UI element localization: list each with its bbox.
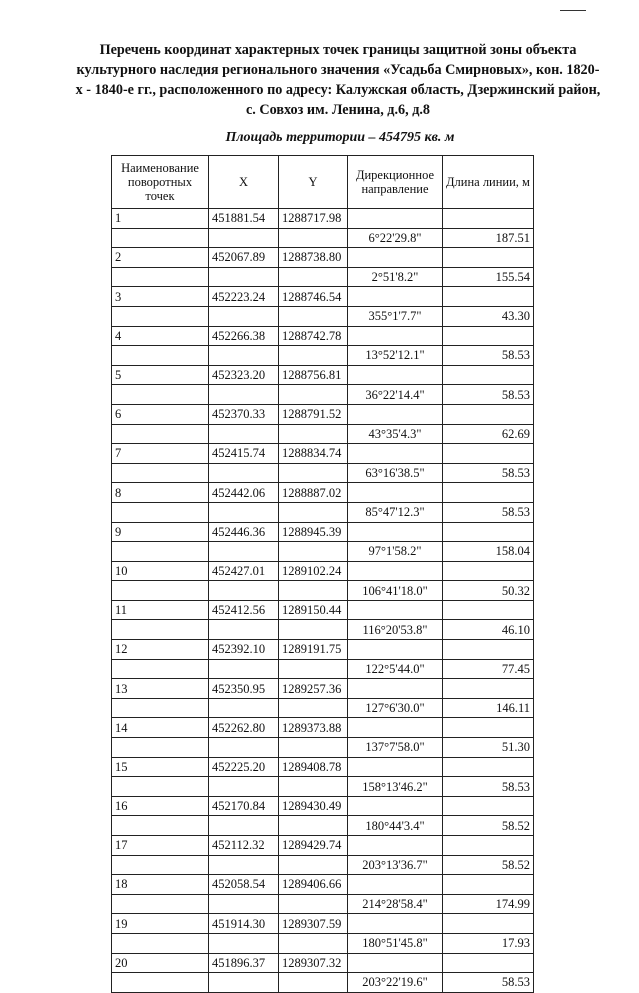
- segment-length: 43.30: [443, 306, 534, 326]
- empty-cell: [348, 444, 443, 464]
- segment-direction: 43°35'4.3": [348, 424, 443, 444]
- table-row: [112, 209, 534, 229]
- empty-cell: [443, 287, 534, 307]
- empty-cell: [443, 757, 534, 777]
- point-y: 1288756.81: [279, 365, 348, 385]
- empty-cell: [112, 855, 209, 875]
- empty-cell: [348, 640, 443, 660]
- table-row: [112, 953, 534, 973]
- table-row: [112, 444, 534, 464]
- point-x: 452323.20: [209, 365, 279, 385]
- table-row: [112, 287, 534, 307]
- empty-cell: [348, 522, 443, 542]
- segment-direction: 355°1'7.7": [348, 306, 443, 326]
- point-number: 12: [112, 640, 209, 660]
- point-x: 452225.20: [209, 757, 279, 777]
- point-number: 8: [112, 483, 209, 503]
- empty-cell: [112, 346, 209, 366]
- segment-direction: 214°28'58.4": [348, 894, 443, 914]
- table-row: [112, 326, 534, 346]
- header-direction: Дирекционное направление: [348, 156, 443, 209]
- empty-cell: [348, 287, 443, 307]
- empty-cell: [279, 855, 348, 875]
- point-number: 6: [112, 404, 209, 424]
- empty-cell: [112, 228, 209, 248]
- title-line: х - 1840-е гг., расположенного по адресу: Калужская область, Дзержинский район,: [75, 82, 601, 98]
- table-row: [112, 502, 534, 522]
- empty-cell: [209, 346, 279, 366]
- point-y: 1289257.36: [279, 679, 348, 699]
- empty-cell: [209, 816, 279, 836]
- point-y: 1288742.78: [279, 326, 348, 346]
- point-y: 1288945.39: [279, 522, 348, 542]
- empty-cell: [279, 894, 348, 914]
- empty-cell: [348, 248, 443, 268]
- empty-cell: [443, 326, 534, 346]
- segment-length: 58.53: [443, 463, 534, 483]
- empty-cell: [209, 463, 279, 483]
- segment-direction: 158°13'46.2": [348, 777, 443, 797]
- point-y: 1289430.49: [279, 796, 348, 816]
- empty-cell: [348, 561, 443, 581]
- empty-cell: [443, 209, 534, 229]
- empty-cell: [348, 914, 443, 934]
- empty-cell: [348, 209, 443, 229]
- empty-cell: [443, 718, 534, 738]
- table-row: [112, 816, 534, 836]
- empty-cell: [209, 855, 279, 875]
- point-y: 1288834.74: [279, 444, 348, 464]
- header-point-name: Наименование поворотных точек: [112, 156, 209, 209]
- empty-cell: [348, 718, 443, 738]
- empty-cell: [112, 973, 209, 993]
- empty-cell: [279, 346, 348, 366]
- empty-cell: [443, 561, 534, 581]
- header-length: Длина линии, м: [443, 156, 534, 209]
- empty-cell: [112, 659, 209, 679]
- empty-cell: [279, 933, 348, 953]
- empty-cell: [443, 679, 534, 699]
- table-row: [112, 228, 534, 248]
- point-number: 4: [112, 326, 209, 346]
- table-row: [112, 385, 534, 405]
- empty-cell: [348, 326, 443, 346]
- title-line: с. Совхоз им. Ленина, д.6, д.8: [245, 102, 431, 118]
- segment-direction: 106°41'18.0": [348, 581, 443, 601]
- segment-length: 58.53: [443, 385, 534, 405]
- table-row: [112, 620, 534, 640]
- empty-cell: [279, 542, 348, 562]
- point-number: 13: [112, 679, 209, 699]
- point-number: 11: [112, 600, 209, 620]
- point-x: 452392.10: [209, 640, 279, 660]
- point-x: 452223.24: [209, 287, 279, 307]
- table-row: [112, 836, 534, 856]
- table-row: [112, 561, 534, 581]
- point-x: 452350.95: [209, 679, 279, 699]
- empty-cell: [209, 306, 279, 326]
- segment-length: 50.32: [443, 581, 534, 601]
- point-number: 15: [112, 757, 209, 777]
- empty-cell: [443, 404, 534, 424]
- empty-cell: [209, 973, 279, 993]
- table-row: [112, 875, 534, 895]
- empty-cell: [209, 267, 279, 287]
- segment-direction: 116°20'53.8": [348, 620, 443, 640]
- table-row: [112, 542, 534, 562]
- segment-length: 58.53: [443, 973, 534, 993]
- point-number: 3: [112, 287, 209, 307]
- point-y: 1289406.66: [279, 875, 348, 895]
- title-line: Перечень координат характерных точек границы защитной зоны объекта: [99, 42, 577, 58]
- point-y: 1289307.59: [279, 914, 348, 934]
- empty-cell: [279, 973, 348, 993]
- table-row: [112, 894, 534, 914]
- point-y: 1288738.80: [279, 248, 348, 268]
- empty-cell: [209, 424, 279, 444]
- empty-cell: [112, 424, 209, 444]
- empty-cell: [348, 875, 443, 895]
- empty-cell: [112, 463, 209, 483]
- table-row: [112, 581, 534, 601]
- point-number: 14: [112, 718, 209, 738]
- segment-length: 146.11: [443, 698, 534, 718]
- segment-length: 46.10: [443, 620, 534, 640]
- point-y: 1289150.44: [279, 600, 348, 620]
- empty-cell: [443, 248, 534, 268]
- point-number: 10: [112, 561, 209, 581]
- empty-cell: [348, 483, 443, 503]
- empty-cell: [443, 365, 534, 385]
- empty-cell: [112, 698, 209, 718]
- segment-length: 62.69: [443, 424, 534, 444]
- segment-direction: 97°1'58.2": [348, 542, 443, 562]
- point-x: 452412.56: [209, 600, 279, 620]
- table-row: [112, 679, 534, 699]
- table-header-row: [112, 156, 534, 209]
- table-row: [112, 267, 534, 287]
- empty-cell: [279, 620, 348, 640]
- point-number: 2: [112, 248, 209, 268]
- empty-cell: [443, 953, 534, 973]
- table-row: [112, 777, 534, 797]
- segment-direction: 6°22'29.8": [348, 228, 443, 248]
- table-row: [112, 718, 534, 738]
- empty-cell: [279, 385, 348, 405]
- point-number: 18: [112, 875, 209, 895]
- empty-cell: [209, 933, 279, 953]
- empty-cell: [279, 581, 348, 601]
- segment-direction: 180°44'3.4": [348, 816, 443, 836]
- empty-cell: [443, 836, 534, 856]
- point-y: 1288746.54: [279, 287, 348, 307]
- point-x: 451914.30: [209, 914, 279, 934]
- empty-cell: [112, 267, 209, 287]
- empty-cell: [112, 933, 209, 953]
- empty-cell: [112, 738, 209, 758]
- table-row: [112, 600, 534, 620]
- empty-cell: [112, 542, 209, 562]
- segment-length: 187.51: [443, 228, 534, 248]
- empty-cell: [443, 522, 534, 542]
- document-title: [58, 40, 618, 120]
- point-y: 1289408.78: [279, 757, 348, 777]
- empty-cell: [209, 581, 279, 601]
- point-number: 1: [112, 209, 209, 229]
- table-body: [112, 209, 534, 993]
- segment-direction: 63°16'38.5": [348, 463, 443, 483]
- point-number: 17: [112, 836, 209, 856]
- empty-cell: [348, 365, 443, 385]
- table-row: [112, 659, 534, 679]
- empty-cell: [209, 502, 279, 522]
- point-x: 452442.06: [209, 483, 279, 503]
- table-row: [112, 855, 534, 875]
- segment-direction: 13°52'12.1": [348, 346, 443, 366]
- point-x: 452446.36: [209, 522, 279, 542]
- point-x: 452427.01: [209, 561, 279, 581]
- empty-cell: [443, 444, 534, 464]
- point-x: 452370.33: [209, 404, 279, 424]
- empty-cell: [209, 659, 279, 679]
- table-row: [112, 914, 534, 934]
- segment-direction: 127°6'30.0": [348, 698, 443, 718]
- empty-cell: [348, 796, 443, 816]
- table-row: [112, 483, 534, 503]
- empty-cell: [112, 777, 209, 797]
- point-x: 452262.80: [209, 718, 279, 738]
- table-row: [112, 346, 534, 366]
- empty-cell: [209, 777, 279, 797]
- point-y: 1288791.52: [279, 404, 348, 424]
- empty-cell: [348, 836, 443, 856]
- empty-cell: [209, 698, 279, 718]
- segment-direction: 137°7'58.0": [348, 738, 443, 758]
- segment-length: 58.53: [443, 777, 534, 797]
- table-row: [112, 522, 534, 542]
- point-x: 452058.54: [209, 875, 279, 895]
- empty-cell: [112, 502, 209, 522]
- table-row: [112, 248, 534, 268]
- page-corner-mark: [560, 10, 586, 11]
- empty-cell: [209, 894, 279, 914]
- table-row: [112, 424, 534, 444]
- table-row: [112, 973, 534, 993]
- point-y: 1288717.98: [279, 209, 348, 229]
- segment-length: 58.53: [443, 502, 534, 522]
- header-y: Y: [279, 156, 348, 209]
- territory-area: Площадь территории – 454795 кв. м: [225, 130, 455, 145]
- empty-cell: [348, 679, 443, 699]
- empty-cell: [279, 463, 348, 483]
- empty-cell: [348, 757, 443, 777]
- point-x: 452112.32: [209, 836, 279, 856]
- empty-cell: [279, 228, 348, 248]
- empty-cell: [348, 953, 443, 973]
- table-row: [112, 738, 534, 758]
- point-x: 451896.37: [209, 953, 279, 973]
- segment-direction: 180°51'45.8": [348, 933, 443, 953]
- table-row: [112, 365, 534, 385]
- header-x: X: [209, 156, 279, 209]
- empty-cell: [279, 777, 348, 797]
- empty-cell: [279, 306, 348, 326]
- segment-length: 174.99: [443, 894, 534, 914]
- point-number: 16: [112, 796, 209, 816]
- empty-cell: [279, 502, 348, 522]
- point-x: 452170.84: [209, 796, 279, 816]
- empty-cell: [443, 483, 534, 503]
- empty-cell: [279, 267, 348, 287]
- segment-direction: 2°51'8.2": [348, 267, 443, 287]
- point-y: 1289373.88: [279, 718, 348, 738]
- segment-length: 77.45: [443, 659, 534, 679]
- empty-cell: [209, 228, 279, 248]
- empty-cell: [443, 796, 534, 816]
- empty-cell: [112, 385, 209, 405]
- segment-length: 158.04: [443, 542, 534, 562]
- empty-cell: [348, 600, 443, 620]
- point-number: 19: [112, 914, 209, 934]
- empty-cell: [112, 894, 209, 914]
- point-number: 9: [112, 522, 209, 542]
- empty-cell: [443, 875, 534, 895]
- title-line: культурного наследия регионального значения «Усадьба Смирновых», кон. 1820-: [76, 62, 600, 78]
- empty-cell: [209, 385, 279, 405]
- empty-cell: [209, 620, 279, 640]
- segment-length: 58.52: [443, 816, 534, 836]
- point-y: 1289102.24: [279, 561, 348, 581]
- table-row: [112, 698, 534, 718]
- table-row: [112, 796, 534, 816]
- point-number: 5: [112, 365, 209, 385]
- segment-length: 51.30: [443, 738, 534, 758]
- point-x: 452415.74: [209, 444, 279, 464]
- table-row: [112, 404, 534, 424]
- point-y: 1289191.75: [279, 640, 348, 660]
- table-row: [112, 933, 534, 953]
- segment-direction: 122°5'44.0": [348, 659, 443, 679]
- table-row: [112, 306, 534, 326]
- empty-cell: [443, 600, 534, 620]
- point-y: 1289307.32: [279, 953, 348, 973]
- segment-direction: 203°22'19.6": [348, 973, 443, 993]
- segment-length: 155.54: [443, 267, 534, 287]
- empty-cell: [279, 816, 348, 836]
- segment-length: 58.53: [443, 346, 534, 366]
- point-x: 452067.89: [209, 248, 279, 268]
- empty-cell: [348, 404, 443, 424]
- empty-cell: [443, 640, 534, 660]
- table-row: [112, 463, 534, 483]
- point-number: 7: [112, 444, 209, 464]
- empty-cell: [209, 738, 279, 758]
- segment-direction: 85°47'12.3": [348, 502, 443, 522]
- segment-length: 17.93: [443, 933, 534, 953]
- empty-cell: [112, 620, 209, 640]
- empty-cell: [279, 659, 348, 679]
- point-x: 452266.38: [209, 326, 279, 346]
- empty-cell: [443, 914, 534, 934]
- empty-cell: [279, 424, 348, 444]
- segment-direction: 203°13'36.7": [348, 855, 443, 875]
- empty-cell: [279, 698, 348, 718]
- table-row: [112, 640, 534, 660]
- empty-cell: [112, 306, 209, 326]
- empty-cell: [112, 816, 209, 836]
- segment-length: 58.52: [443, 855, 534, 875]
- segment-direction: 36°22'14.4": [348, 385, 443, 405]
- point-x: 451881.54: [209, 209, 279, 229]
- point-y: 1288887.02: [279, 483, 348, 503]
- empty-cell: [112, 581, 209, 601]
- coordinates-table: [111, 155, 534, 993]
- empty-cell: [209, 542, 279, 562]
- table-row: [112, 757, 534, 777]
- point-y: 1289429.74: [279, 836, 348, 856]
- empty-cell: [279, 738, 348, 758]
- point-number: 20: [112, 953, 209, 973]
